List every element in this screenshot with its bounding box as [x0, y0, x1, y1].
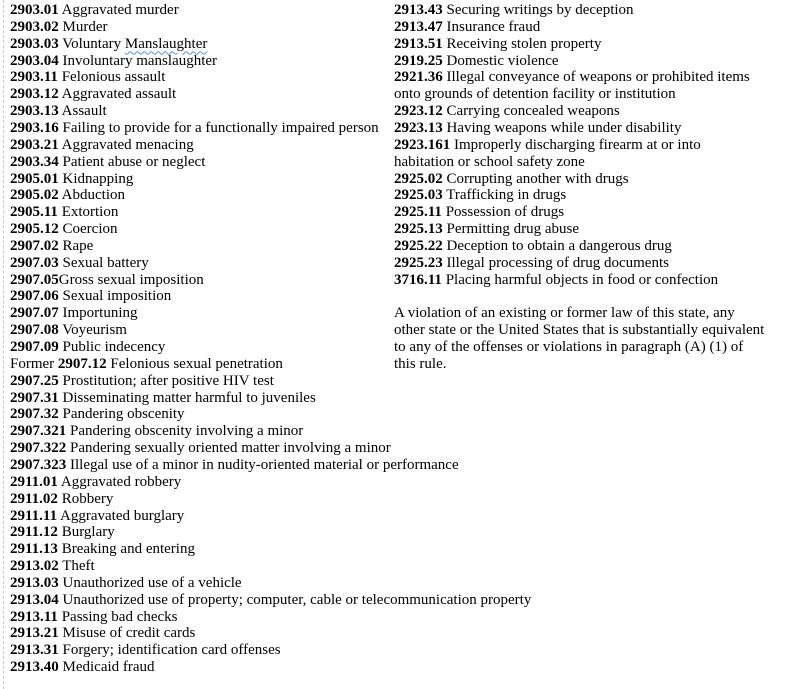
offense-description: Extortion	[57, 204, 119, 221]
list-item	[394, 36, 601, 53]
list-item	[10, 221, 117, 238]
paragraph-line: other state or the United States that is substantially equivalent	[394, 322, 765, 339]
offense-description: Illegal processing of drug documents	[442, 254, 669, 271]
offense-description: Murder	[58, 18, 108, 35]
list-item	[10, 2, 179, 19]
offense-description: Improperly discharging firearm at or into	[450, 136, 701, 153]
offense-description: Abduction	[58, 187, 125, 204]
list-item	[10, 541, 195, 558]
offense-description: Coercion	[58, 221, 118, 238]
list-item	[394, 221, 579, 238]
list-item	[10, 457, 459, 474]
offense-description: Burglary	[57, 524, 115, 541]
statute-code: 2903.11	[10, 69, 58, 86]
list-item	[10, 390, 316, 407]
statute-code: 2905.11	[10, 204, 58, 221]
offense-description: Illegal conveyance of weapons or prohibited items	[442, 69, 750, 86]
offense-description: Public indecency	[58, 339, 166, 355]
list-item	[10, 423, 303, 440]
statute-code: 2913.03	[10, 574, 59, 591]
list-item	[10, 609, 178, 626]
offense-description: Aggravated assault	[58, 86, 177, 103]
list-item	[10, 53, 217, 70]
list-item	[394, 69, 750, 86]
list-item	[10, 491, 113, 508]
list-item	[10, 305, 138, 322]
statute-code: 2907.323	[10, 456, 67, 473]
list-item	[10, 103, 107, 120]
paragraph-line: A violation of an existing or former law of this state, any	[394, 305, 735, 322]
statute-code: 2913.04	[10, 591, 59, 608]
statute-code: 2905.02	[10, 187, 59, 204]
statute-code: 2911.02	[10, 490, 58, 507]
offense-description: Trafficking in drugs	[442, 187, 567, 204]
list-item	[394, 2, 634, 19]
statute-code: 2903.04	[10, 52, 59, 69]
statute-code: 2921.36	[394, 69, 443, 86]
statute-code: 2903.21	[10, 136, 59, 153]
list-item	[394, 137, 701, 154]
statute-code: 2903.12	[10, 86, 59, 103]
list-item	[10, 171, 133, 188]
offense-description: Having weapons while under disability	[442, 119, 682, 136]
list-item	[10, 659, 155, 676]
list-item	[10, 288, 171, 305]
offense-description: Aggravated menacing	[58, 136, 194, 153]
statute-code: 2913.40	[10, 659, 59, 676]
statute-code: 2913.11	[10, 608, 58, 625]
offense-description: Domestic violence	[442, 52, 559, 69]
list-item	[394, 255, 669, 272]
offense-description: Receiving stolen property	[442, 35, 602, 52]
list-item	[10, 137, 194, 154]
statute-code: 2905.01	[10, 170, 59, 187]
offense-description: Medicaid fraud	[58, 659, 155, 676]
statute-code: 2925.23	[394, 254, 443, 271]
statute-code: 2907.05	[10, 271, 59, 288]
list-item	[10, 508, 184, 525]
offense-description: Securing writings by deception	[442, 2, 634, 18]
statute-code: 2925.11	[394, 204, 442, 221]
list-item	[394, 171, 629, 188]
list-item	[10, 356, 283, 373]
statute-code: 2913.51	[394, 35, 443, 52]
offense-description: Pandering obscenity	[58, 406, 185, 423]
list-item	[10, 187, 125, 204]
list-item	[10, 524, 115, 541]
list-item	[10, 272, 204, 289]
offense-description: Importuning	[58, 305, 138, 322]
offense-description: Rape	[58, 237, 94, 254]
statute-code: 2907.321	[10, 423, 67, 440]
offense-description: Sexual imposition	[58, 288, 172, 305]
statute-code: 2923.13	[394, 119, 443, 136]
list-item	[10, 575, 242, 592]
list-item	[10, 406, 185, 423]
statute-code: 2913.47	[394, 18, 443, 35]
offense-description: Permitting drug abuse	[442, 221, 579, 238]
list-item	[10, 642, 281, 659]
offense-description: Unauthorized use of a vehicle	[58, 574, 242, 591]
list-item	[10, 36, 207, 53]
flagged-word: Manslaughter	[124, 35, 208, 52]
list-item	[394, 103, 620, 120]
statute-code: 2923.161	[394, 136, 451, 153]
list-item	[394, 120, 681, 137]
offense-description: habitation or school safety zone	[394, 153, 585, 170]
page-margin-guide	[3, 0, 4, 689]
statute-code: 2911.13	[10, 541, 58, 558]
list-item	[10, 440, 391, 457]
offense-description: Kidnapping	[58, 170, 134, 187]
offense-description: Patient abuse or neglect	[58, 153, 206, 170]
offense-description: Felonious assault	[57, 69, 166, 86]
offense-description: Breaking and entering	[57, 541, 195, 558]
statute-code: 2903.16	[10, 119, 59, 136]
offense-description: Voyeurism	[58, 322, 127, 339]
offense-description: Possession of drugs	[441, 204, 565, 221]
list-item	[10, 558, 95, 575]
list-item	[10, 625, 195, 642]
statute-code: 2907.03	[10, 254, 59, 271]
statute-code: 2913.21	[10, 625, 59, 642]
list-item	[10, 322, 127, 339]
statute-code: 2907.08	[10, 322, 59, 339]
offense-description: Forgery; identification card offenses	[58, 642, 281, 659]
statute-code: 2907.12	[57, 355, 107, 372]
list-item	[10, 204, 118, 221]
offense-description: Theft	[58, 558, 95, 575]
list-item	[10, 69, 165, 86]
list-item	[10, 474, 181, 491]
statute-code: 2903.02	[10, 18, 59, 35]
offense-description: Carrying concealed weapons	[442, 103, 620, 120]
statute-code: 2907.32	[10, 406, 59, 423]
statute-code: 2911.01	[10, 473, 58, 490]
statute-code: 2911.12	[10, 524, 58, 541]
list-item	[394, 86, 676, 103]
offense-description: Aggravated burglary	[57, 507, 185, 524]
offense-description: onto grounds of detention facility or institution	[394, 86, 676, 103]
offense-description: Assault	[58, 103, 107, 120]
paragraph-line: to any of the offenses or violations in paragraph (A) (1) of	[394, 339, 744, 355]
list-item	[394, 53, 559, 70]
statute-code: 2913.02	[10, 558, 59, 575]
offense-description: Prostitution; after positive HIV test	[58, 372, 274, 389]
statute-code: 2923.12	[394, 103, 443, 120]
list-item	[10, 255, 149, 272]
statute-code: 2911.11	[10, 507, 58, 524]
statute-code: 2907.09	[10, 339, 59, 355]
statute-code: 2913.31	[10, 642, 59, 659]
offense-description: Gross sexual imposition	[58, 271, 204, 288]
list-item	[394, 204, 564, 221]
offense-description: Aggravated murder	[58, 2, 179, 18]
list-item	[394, 187, 566, 204]
statute-code: 2907.07	[10, 305, 59, 322]
list-item	[10, 238, 93, 255]
offense-description: Sexual battery	[58, 254, 149, 271]
statute-code: 2907.31	[10, 389, 59, 406]
list-item	[10, 154, 205, 171]
offense-description: Placing harmful objects in food or confection	[441, 271, 719, 288]
statute-code: 2907.25	[10, 372, 59, 389]
statute-code: 2907.02	[10, 237, 59, 254]
list-item	[10, 592, 531, 609]
offense-description: Failing to provide for a functionally impaired person	[58, 119, 379, 136]
list-item	[10, 373, 274, 390]
offense-description: Robbery	[57, 490, 114, 507]
offense-description: Aggravated robbery	[57, 473, 182, 490]
statute-code: 2925.03	[394, 187, 443, 204]
offense-description: Disseminating matter harmful to juveniles	[58, 389, 316, 406]
statute-code: 2925.02	[394, 170, 443, 187]
offense-description: Deception to obtain a dangerous drug	[442, 237, 672, 254]
offense-description: Misuse of credit cards	[58, 625, 196, 642]
offense-description: Pandering sexually oriented matter involving a minor	[66, 440, 391, 457]
statute-code: 2925.22	[394, 237, 443, 254]
offense-description: Unauthorized use of property; computer, cable or telecommunication property	[58, 591, 532, 608]
offense-description: Corrupting another with drugs	[442, 170, 629, 187]
statute-code: 2905.12	[10, 221, 59, 238]
statute-code: 2907.06	[10, 288, 59, 305]
paragraph-line: this rule.	[394, 355, 447, 372]
offense-description: Passing bad checks	[57, 608, 178, 625]
statute-code: 2903.03	[10, 35, 59, 52]
list-item	[10, 86, 176, 103]
list-item	[10, 19, 108, 36]
statute-code: 2913.43	[394, 2, 443, 18]
statute-code: 3716.11	[394, 271, 442, 288]
statute-code: 2903.13	[10, 103, 59, 120]
list-item	[10, 120, 379, 137]
statute-code: 2907.322	[10, 440, 67, 457]
offense-description: Involuntary manslaughter	[58, 52, 218, 69]
statute-code: 2925.13	[394, 221, 443, 238]
statute-code: 2903.34	[10, 153, 59, 170]
statute-code: 2903.01	[10, 2, 59, 18]
offense-description: Voluntary	[58, 35, 125, 52]
list-item	[394, 272, 718, 289]
list-item	[394, 19, 540, 36]
offense-description: Pandering obscenity involving a minor	[66, 423, 304, 440]
statute-code: 2919.25	[394, 52, 443, 69]
offense-description: Felonious sexual penetration	[106, 355, 283, 372]
item-prefix: Former	[10, 355, 58, 372]
list-item	[394, 154, 585, 171]
offense-description: Insurance fraud	[442, 18, 541, 35]
offense-description: Illegal use of a minor in nudity-oriented material or performance	[66, 456, 459, 473]
list-item	[10, 339, 165, 356]
list-item	[394, 238, 672, 255]
